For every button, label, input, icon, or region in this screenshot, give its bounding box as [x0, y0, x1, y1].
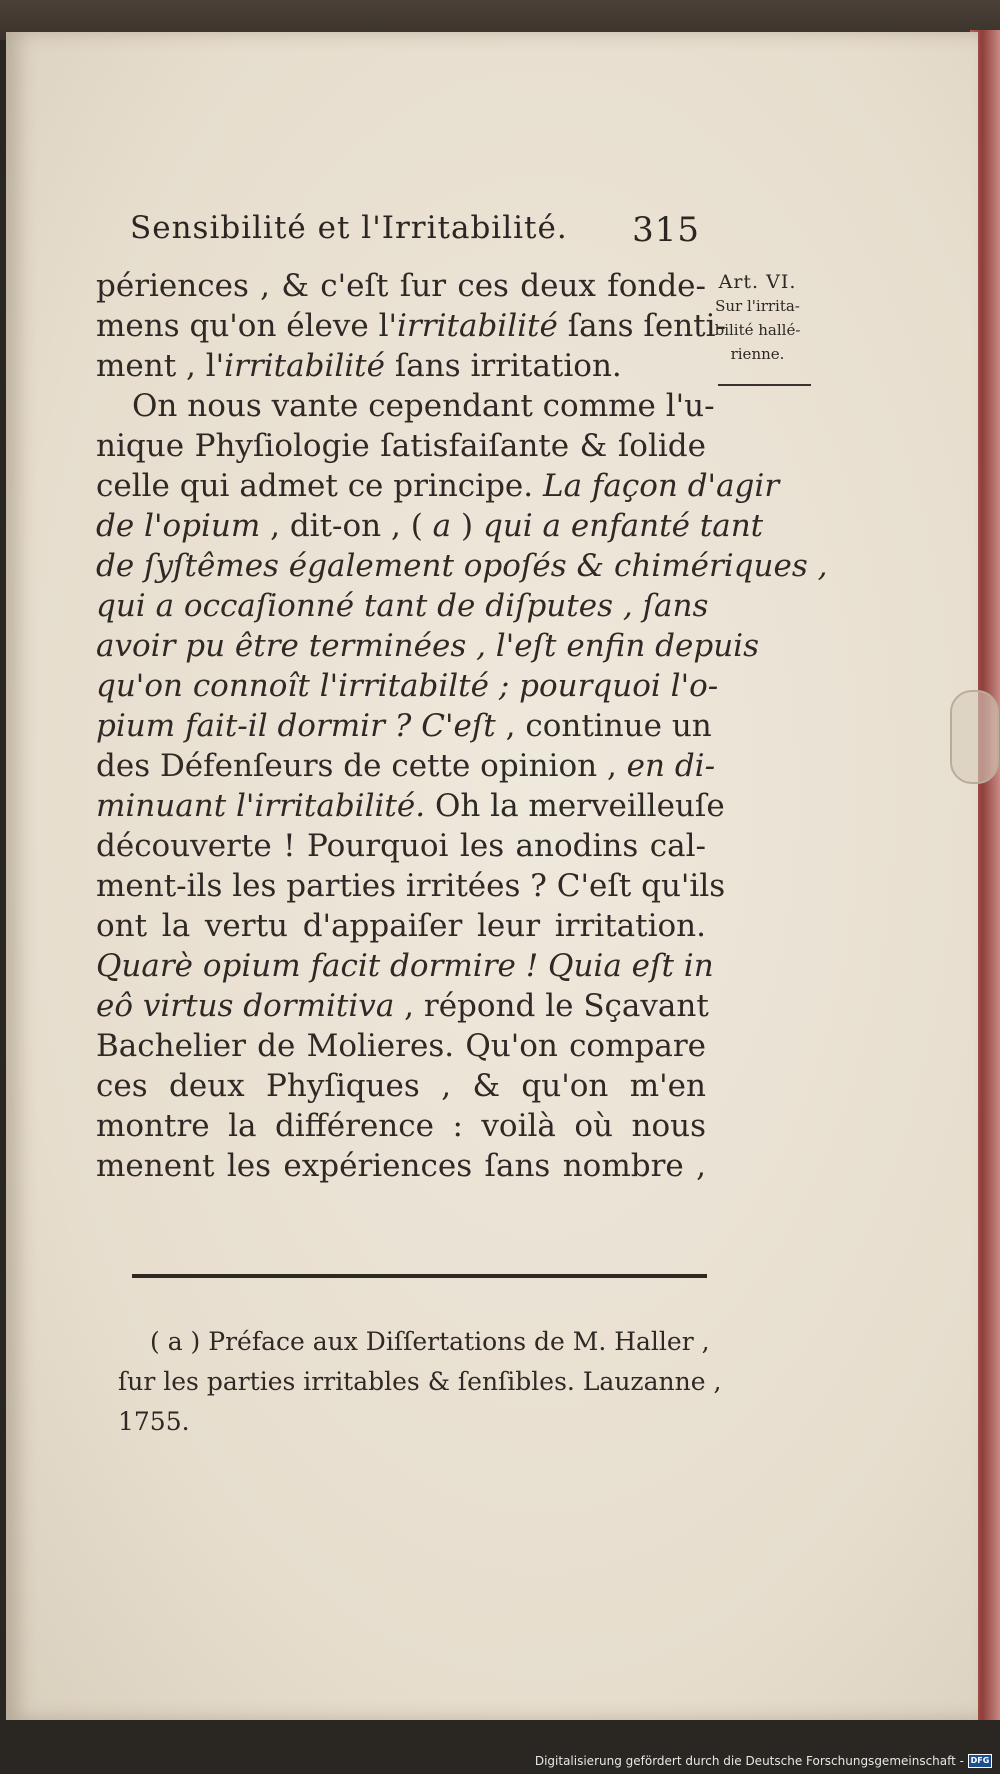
- footnote: [118, 1322, 722, 1442]
- page-number: 315: [632, 210, 700, 250]
- credit-text: Digitalisierung gefördert durch die Deutsche Forschungsgemeinschaft -: [534, 1754, 964, 1768]
- body-line: ont la vertu d'appaiſer leur irritation.: [96, 908, 706, 944]
- body-line: périences , & c'eſt ſur ces deux fonde-: [96, 268, 706, 304]
- body-line: de ſyſtêmes également opoſés & chimériques ,: [96, 548, 828, 584]
- page-clasp: [950, 690, 999, 784]
- margin-line-1: Sur l'irrita-: [715, 297, 800, 315]
- body-line: des Défenſeurs de cette opinion , en di-: [96, 748, 716, 784]
- body-line: de l'opium , dit-on , ( a ) qui a enfanté tant: [96, 508, 764, 544]
- footnote-rule: [132, 1274, 707, 1278]
- margin-article: Art. VI.: [718, 271, 797, 293]
- body-line: On nous vante cependant comme l'u-: [132, 388, 715, 424]
- footnote-line-3: 1755.: [118, 1407, 190, 1436]
- footnote-line-1: ( a ) Préface aux Diſſertations de M. Haller ,: [150, 1327, 710, 1356]
- body-line: minuant l'irritabilité. Oh la merveilleuſe: [96, 788, 725, 824]
- body-line: qu'on connoît l'irritabilté ; pourquoi l'o-: [96, 668, 719, 704]
- body-line: eô virtus dormitiva , répond le Sçavant: [96, 988, 709, 1024]
- body-line: avoir pu être terminées , l'eſt enfin depuis: [96, 628, 759, 664]
- dfg-logo-icon: DFG: [968, 1754, 992, 1768]
- body-line: ment , l'irritabilité ſans irritation.: [96, 348, 622, 384]
- body-line: celle qui admet ce principe. La façon d'agir: [96, 468, 780, 504]
- body-line: menent les expériences ſans nombre ,: [96, 1148, 706, 1184]
- body-line: mens qu'on éleve l'irritabilité ſans ſenti-: [96, 308, 727, 344]
- dfg-credit: [535, 1754, 992, 1768]
- running-header: [130, 210, 700, 250]
- body-line: montre la différence : voilà où nous: [96, 1108, 706, 1144]
- body-line: découverte ! Pourquoi les anodins cal-: [96, 828, 706, 864]
- margin-line-3: rienne.: [730, 345, 785, 363]
- footnote-marker: ( a ): [150, 1327, 201, 1356]
- body-line: nique Phyſiologie ſatisfaiſante & ſolide: [96, 428, 706, 464]
- body-line: qui a occaſionné tant de diſputes , ſans: [96, 588, 709, 624]
- margin-line-2: bilité hallé-: [714, 321, 801, 339]
- running-title: Sensibilité et l'Irritabilité.: [130, 210, 568, 246]
- body-line: Bachelier de Molieres. Qu'on compare: [96, 1028, 706, 1064]
- margin-rule: [718, 384, 811, 386]
- body-line: ces deux Phyſiques , & qu'on m'en: [96, 1068, 706, 1104]
- body-line: pium fait-il dormir ? C'eſt , continue un: [96, 708, 712, 744]
- scan-footer: [0, 1720, 1000, 1774]
- footnote-line-2: ſur les parties irritables & ſenſibles. Lauzanne ,: [118, 1367, 722, 1396]
- body-line: ment-ils les parties irritées ? C'eſt qu'ils: [96, 868, 726, 904]
- body-line: Quarè opium facit dormire ! Quia eſt in: [96, 948, 714, 984]
